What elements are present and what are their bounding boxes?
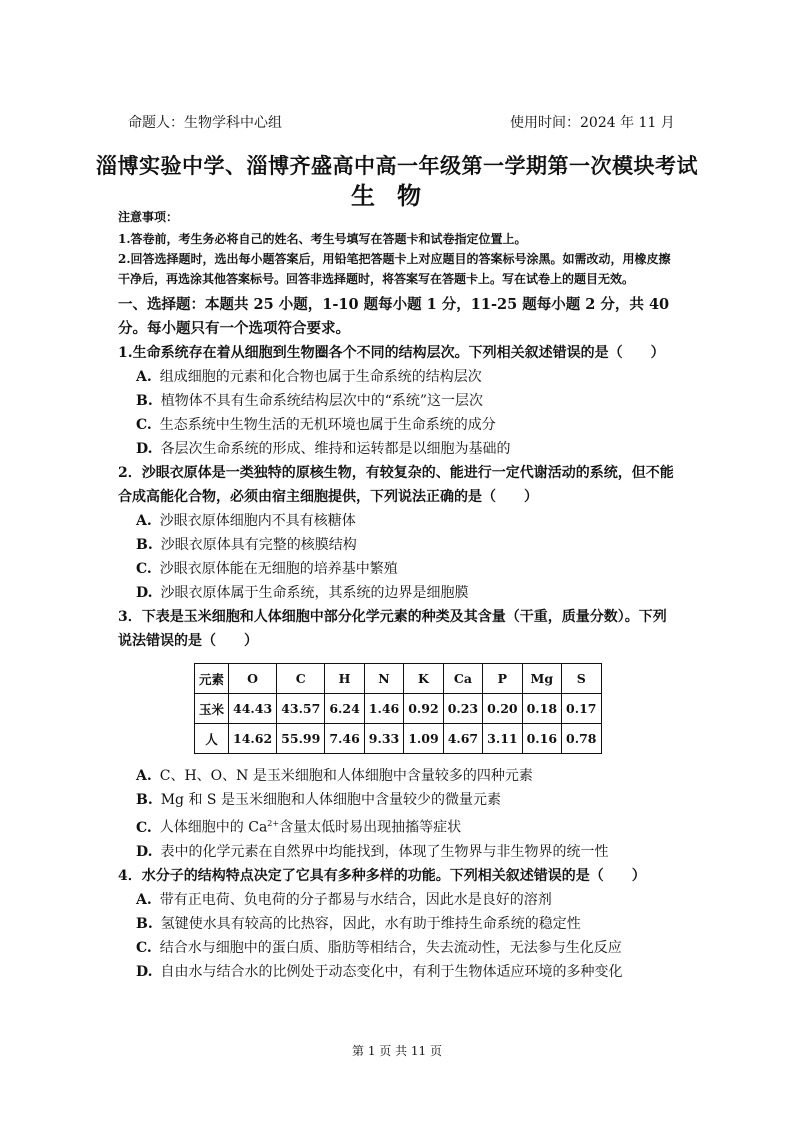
table-cell: 0.20 (483, 694, 522, 724)
option-text: C、H、O、N 是玉米细胞和人体细胞中含量较多的四种元素 (159, 768, 533, 784)
option-text: 结合水与细胞中的蛋白质、脂肪等相结合，失去流动性，无法参与生化反应 (159, 939, 622, 956)
table-cell: Mg (522, 664, 561, 694)
option-d (118, 960, 678, 984)
question-3 (118, 605, 678, 864)
table-cell: P (483, 664, 522, 694)
question-stem: 2．沙眼衣原体是一类独特的原核生物，有较复杂的、能进行一定代谢活动的系统，但不能合成高能化合物，必须由宿主细胞提供，下列说法正确的是（ ） (118, 465, 674, 505)
option-letter: B. (136, 915, 153, 932)
table-cell: 9.33 (364, 724, 403, 754)
option-a (118, 509, 678, 533)
notice-title: 注意事项： (118, 210, 179, 224)
table-cell: 0.18 (522, 694, 561, 724)
page-number: 第 1 页 共 11 页 (352, 1044, 442, 1058)
question-stem: 3．下表是玉米细胞和人体细胞中部分化学元素的种类及其含量（干重，质量分数）。下列说法错误的是（ ） (118, 609, 667, 649)
section-heading: 一、选择题：本题共 25 小题，1-10 题每小题 1 分，11-25 题每小题 2 分，共 40 分。每小题只有一个选项符合要求。 (118, 296, 670, 337)
option-text: 氢键使水具有较高的比热容，因此，水有助于维持生命系统的稳定性 (160, 915, 581, 932)
table-cell: O (229, 664, 277, 694)
table-cell: 0.23 (443, 694, 482, 724)
option-c (118, 812, 678, 840)
exam-body (118, 208, 678, 984)
option-letter: B. (136, 393, 153, 409)
option-letter: A. (136, 768, 152, 784)
table-cell: H (325, 664, 364, 694)
table-cell: 0.78 (562, 724, 601, 754)
option-letter: C. (136, 819, 152, 836)
notice-item: 1.答卷前，考生务必将自己的姓名、考生号填写在答题卡和试卷指定位置上。 (118, 232, 527, 246)
option-a (118, 365, 678, 389)
option-text: 表中的化学元素在自然界中均能找到，体现了生物界与非生物界的统一性 (160, 843, 609, 860)
question-stem: 4．水分子的结构特点决定了它具有多种多样的功能。下列相关叙述错误的是（ ） (118, 867, 646, 884)
author-line: 命题人：生物学科中心组 (128, 115, 282, 131)
option-text: 生态系统中生物生活的无机环境也属于生命系统的成分 (159, 417, 496, 433)
table-cell: 7.46 (325, 724, 364, 754)
table-cell: 44.43 (229, 694, 277, 724)
option-letter: A. (136, 513, 152, 529)
option-letter: D. (136, 441, 153, 457)
table-row (195, 694, 602, 724)
option-c (118, 936, 678, 960)
option-letter: B. (136, 792, 153, 808)
option-a (118, 888, 678, 912)
option-letter: D. (136, 963, 153, 980)
question-1 (118, 341, 678, 461)
option-text: 沙眼衣原体属于生命系统，其系统的边界是细胞膜 (160, 585, 469, 601)
option-a (118, 764, 678, 788)
option-c (118, 413, 678, 437)
option-c (118, 557, 678, 581)
option-letter: B. (136, 537, 153, 553)
option-text: 组成细胞的元素和化合物也属于生命系统的结构层次 (159, 369, 482, 385)
table-cell: 3.11 (483, 724, 522, 754)
table-cell: 0.16 (522, 724, 561, 754)
table-cell: N (364, 664, 403, 694)
option-letter: C. (136, 939, 152, 956)
date-line: 使用时间：2024 年 11 月 (510, 115, 675, 131)
table-cell: C (277, 664, 325, 694)
option-text: 各层次生命系统的形成、维持和运转都是以细胞为基础的 (160, 441, 511, 457)
ion-charge: 2+ (267, 819, 280, 828)
option-text: 带有正电荷、负电荷的分子都易与水结合，因此水是良好的溶剂 (159, 891, 552, 908)
option-text: 植物体不具有生命系统结构层次中的“系统”这一层次 (160, 393, 484, 409)
option-text: 沙眼衣原体能在无细胞的培养基中繁殖 (159, 561, 398, 577)
table-cell: 0.17 (562, 694, 601, 724)
option-d (118, 581, 678, 605)
table-cell: 0.92 (404, 694, 443, 724)
table-cell: 43.57 (277, 694, 325, 724)
option-b (118, 788, 678, 812)
option-letter: C. (136, 561, 152, 577)
exam-title: 淄博实验中学、淄博齐盛高中高一年级第一学期第一次模块考试 (96, 153, 698, 178)
table-cell: 1.09 (404, 724, 443, 754)
subject-title: 生物 (351, 181, 443, 210)
table-cell: 人 (195, 724, 229, 754)
table-cell: Ca (443, 664, 482, 694)
table-cell: S (562, 664, 601, 694)
option-b (118, 389, 678, 413)
option-letter: A. (136, 891, 152, 908)
table-cell: K (404, 664, 443, 694)
option-letter: D. (136, 843, 153, 860)
table-header-row (195, 664, 602, 694)
table-cell: 玉米 (195, 694, 229, 724)
option-text: Mg 和 S 是玉米细胞和人体细胞中含量较少的微量元素 (160, 792, 501, 808)
option-text-pre: 人体细胞中的 Ca (159, 819, 268, 836)
table-cell: 1.46 (364, 694, 403, 724)
option-letter: C. (136, 417, 152, 433)
option-text-post: 含量太低时易出现抽搐等症状 (279, 819, 462, 836)
notice-item: 2.回答选择题时，选出每小题答案后，用铅笔把答题卡上对应题目的答案标号涂黑。如需改动，用橡皮擦干净后，再选涂其他答案标号。回答非选择题时，将答案写在答题卡上。写在试卷上的题目无效。 (118, 252, 671, 286)
option-text: 自由水与结合水的比例处于动态变化中，有利于生物体适应环境的多种变化 (160, 963, 623, 980)
option-letter: A. (136, 369, 152, 385)
table-cell: 6.24 (325, 694, 364, 724)
table-cell: 14.62 (229, 724, 277, 754)
option-d (118, 840, 678, 864)
option-text: 沙眼衣原体具有完整的核膜结构 (160, 537, 357, 553)
question-stem: 1.生命系统存在着从细胞到生物圈各个不同的结构层次。下列相关叙述错误的是（ ） (118, 345, 665, 361)
table-row (195, 724, 602, 754)
question-4 (118, 864, 678, 984)
option-b (118, 912, 678, 936)
table-cell: 元素 (195, 664, 229, 694)
option-b (118, 533, 678, 557)
option-text: 沙眼衣原体细胞内不具有核糖体 (159, 513, 356, 529)
question-2 (118, 461, 678, 605)
table-cell: 55.99 (277, 724, 325, 754)
element-table (194, 663, 602, 754)
table-cell: 4.67 (443, 724, 482, 754)
option-letter: D. (136, 585, 153, 601)
option-d (118, 437, 678, 461)
